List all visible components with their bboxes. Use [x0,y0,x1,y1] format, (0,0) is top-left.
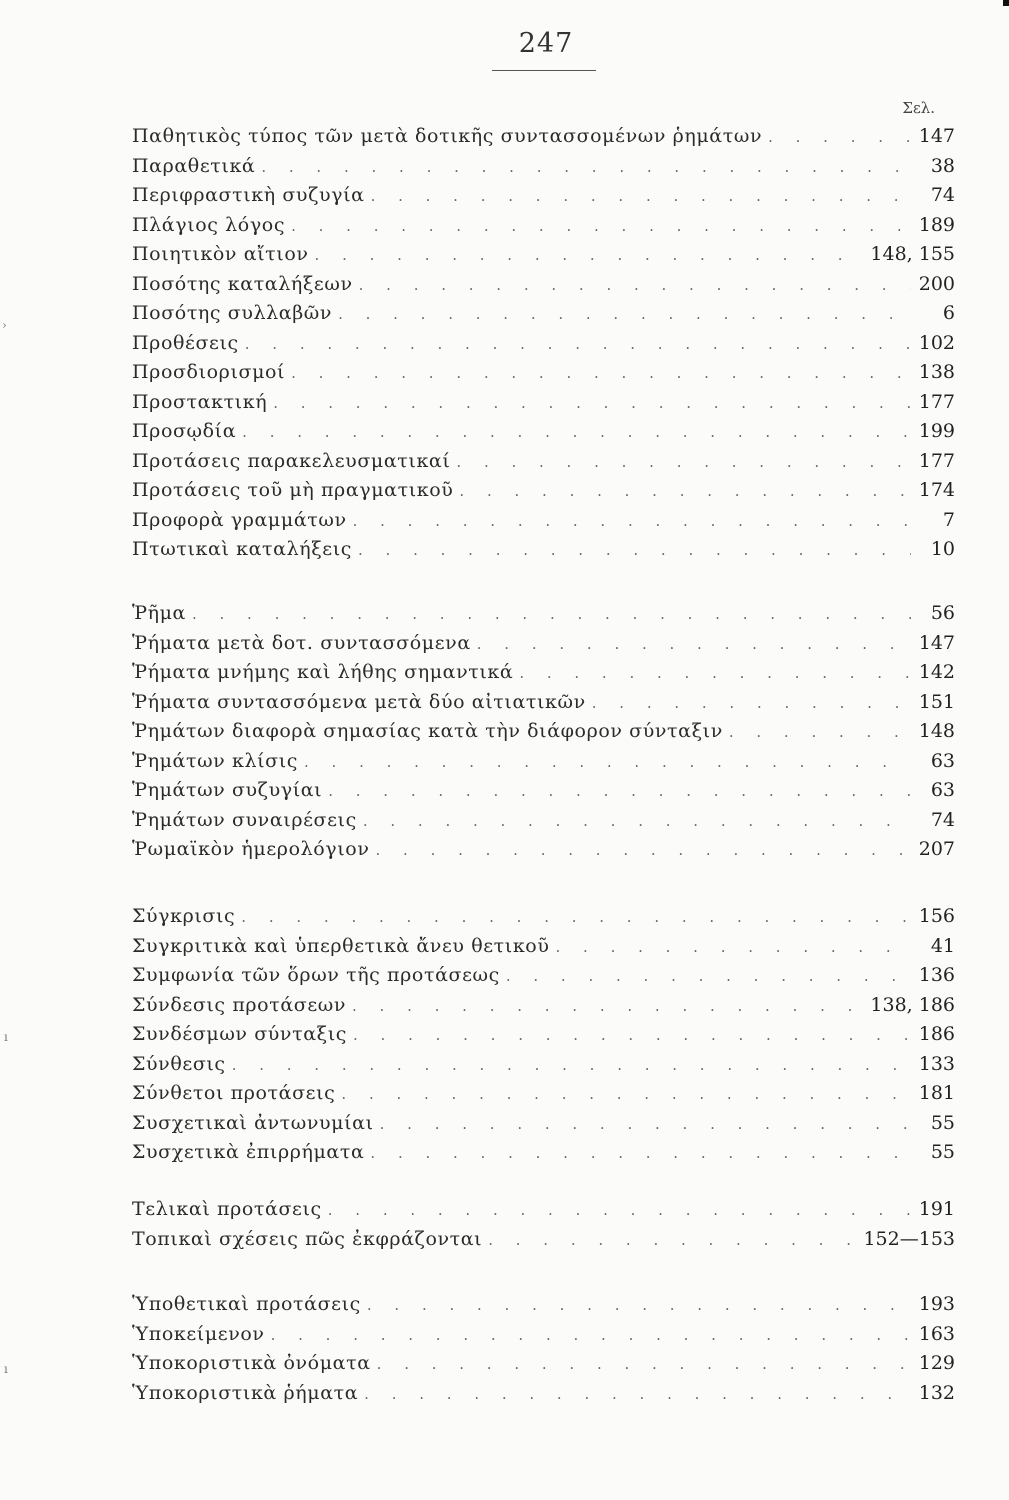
index-page-ref: 63 [930,779,955,801]
margin-mark: ı [4,1362,8,1376]
dot-leader [453,477,911,506]
index-entry [132,1050,955,1079]
dot-leader [322,777,911,806]
index-term: Ῥημάτων κλίσις [132,749,298,772]
index-term: Σύγκρισις [132,905,236,927]
index-page-ref: 189 [918,213,955,236]
dot-leader [332,300,911,329]
index-page-ref: 129 [918,1352,955,1374]
dot-leader [267,389,911,418]
index-entry [132,535,955,564]
index-entry [132,658,955,687]
index-entry [132,506,955,535]
index-page-ref: 193 [918,1293,955,1315]
index-page-ref: 147 [918,125,955,147]
dot-leader [265,1321,911,1350]
index-term: Ὑποκοριστικὰ ῥήματα [132,1381,359,1404]
index-term: Ῥήματα μνήμης καὶ λήθης σημαντικά [132,661,514,683]
index-page-ref: 147 [918,631,955,654]
index-page-ref: 136 [918,964,955,986]
index-term: Ῥημάτων συναιρέσεις [132,808,357,831]
index-term: Συσχετικὰ ἐπιρρήματα [132,1141,365,1163]
index-page-ref: 186 [918,1023,955,1045]
index-page-ref: 152—153 [863,1227,955,1250]
dot-leader [255,153,911,182]
index-entry [132,1138,955,1167]
index-page-ref: 74 [930,184,955,206]
index-term: Προτάσεις τοῦ μὴ πραγματικοῦ [132,479,454,501]
index-term: Συνδέσμων σύνταξις [132,1023,347,1045]
index-entry [132,1225,955,1254]
index-term: Συγκριτικὰ καὶ ὑπερθετικὰ ἄνευ θετικοῦ [132,934,550,957]
index-term: Πλάγιος λόγος [132,213,286,236]
dot-leader [371,1350,911,1379]
index-term: Περιφραστικὴ συζυγία [132,184,365,206]
index-page-ref: 7 [942,508,955,531]
page-column-header: Σελ. [902,99,935,117]
index-page-ref: 148 [918,720,955,742]
dot-leader [347,507,911,536]
index-page-ref: 102 [918,331,955,354]
index-page-ref: 174 [918,479,955,501]
index-term: Συμφωνία τῶν ὅρων τῆς προτάσεως [132,964,500,986]
index-entry [132,629,955,658]
index-page-ref: 55 [930,1111,955,1134]
index-page-ref: 177 [918,449,955,472]
index-page-ref: 63 [930,749,955,772]
index-entry [132,1320,955,1349]
index-page-ref: 199 [918,420,955,442]
index-term: Προσδιορισμοί [132,361,286,383]
index-term: Ὑποθετικαὶ προτάσεις [132,1293,361,1315]
index-entry [132,1379,955,1408]
index-term: Τοπικαὶ σχέσεις πῶς ἐκφράζονται [132,1227,483,1250]
dot-leader [370,836,912,865]
dot-leader [322,1196,911,1225]
index-entry [132,1349,955,1378]
dot-leader [450,448,911,477]
index-entry [132,1079,955,1108]
index-page-ref: 148, 155 [870,243,955,265]
index-entry [132,122,955,151]
index-entry [132,388,955,417]
index-entry [132,1020,955,1049]
dot-leader [298,748,911,777]
index-entry [132,902,955,931]
index-entry [132,747,955,776]
margin-mark: ı [4,1030,8,1044]
dot-leader [723,718,911,747]
index-term: Ποσότης καταλήξεων [132,272,353,295]
dot-leader [346,992,866,1021]
index-entry [132,1109,955,1138]
index-entry [132,717,955,746]
index-page-ref: 38 [930,154,955,177]
index-entry [132,417,955,446]
index-page-ref: 191 [918,1198,955,1220]
index-entry [132,599,955,628]
index-entry [132,358,955,387]
dot-leader [762,123,911,152]
index-page-ref: 207 [918,838,955,860]
index-page-ref: 181 [918,1082,955,1104]
index-entry [132,688,955,717]
index-term: Ὑποκείμενον [132,1322,265,1345]
index-entry [132,270,955,299]
dot-leader [586,689,911,718]
dot-leader [285,359,911,388]
index-term: Τελικαὶ προτάσεις [132,1198,322,1220]
index-entry [132,447,955,476]
index-term: Σύνθετοι προτάσεις [132,1082,336,1104]
index-term: Παραθετικά [132,154,256,177]
page-number: 247 [518,28,574,59]
index-term: Ῥημάτων συζυγίαι [132,779,323,801]
index-entry [132,181,955,210]
index-page-ref: 151 [918,690,955,713]
index-term: Προστακτική [132,390,268,413]
dot-leader [352,536,911,565]
dot-leader [482,1226,859,1255]
index-term: Παθητικὸς τύπος τῶν μετὰ δοτικῆς συντασσομένων ῥημάτων [132,125,763,147]
dot-leader [335,1080,911,1109]
dot-leader [513,659,911,688]
dot-leader [353,271,911,300]
dot-leader [236,418,911,447]
dot-leader [239,330,911,359]
index-entry [132,776,955,805]
index-entry [132,991,955,1020]
dot-leader [347,1021,911,1050]
index-page-ref: 163 [918,1322,955,1345]
index-entry [132,1290,955,1319]
index-page-ref: 41 [930,934,955,957]
corner-scan-mark [1003,0,1009,6]
index-page-ref: 200 [918,272,955,295]
page-number-rule [492,70,596,71]
dot-leader [364,1139,911,1168]
index-page-ref: 74 [930,808,955,831]
index-term: Προφορὰ γραμμάτων [132,508,347,531]
index-entry [132,1195,955,1224]
index-page-ref: 138 [918,361,955,383]
dot-leader [550,933,912,962]
dot-leader [186,600,911,629]
index-term: Ῥωμαϊκὸν ἡμερολόγιον [132,838,370,860]
index-term: Ποσότης συλλαβῶν [132,302,333,324]
margin-mark: › [2,318,7,332]
index-entry [132,806,955,835]
index-page-ref: 55 [930,1141,955,1163]
index-entry [132,476,955,505]
index-page-ref: 132 [918,1381,955,1404]
index-page-ref: 177 [918,390,955,413]
dot-leader [226,1051,911,1080]
index-page-ref: 156 [918,905,955,927]
dot-leader [374,1110,911,1139]
index-term: Ῥήματα μετὰ δοτ. συντασσόμενα [132,631,471,654]
dot-leader [357,807,911,836]
index-entry [132,835,955,864]
dot-leader [471,630,911,659]
index-entry [132,211,955,240]
index-term: Ῥήματα συντασσόμενα μετὰ δύο αἰτιατικῶν [132,690,586,713]
dot-leader [235,903,911,932]
index-term: Ποιητικὸν αἴτιον [132,243,309,265]
index-entry [132,299,955,328]
index-page-ref: 56 [930,602,955,624]
index-page-ref: 6 [942,302,955,324]
index-term: Συσχετικαὶ ἀντωνυμίαι [132,1111,374,1134]
index-entry [132,961,955,990]
index-term: Πτωτικαὶ καταλήξεις [132,538,353,560]
dot-leader [365,182,911,211]
index-page-ref: 10 [930,538,955,560]
index-term: Προθέσεις [132,331,239,354]
index-entry [132,932,955,961]
index-entry [132,329,955,358]
dot-leader [358,1380,911,1409]
index-term: Σύνδεσις προτάσεων [132,993,347,1016]
dot-leader [309,241,867,270]
index-page-ref: 142 [918,661,955,683]
index-term: Σύνθεσις [132,1052,226,1075]
index-term: Ῥῆμα [132,602,186,624]
dot-leader [285,212,911,241]
index-page-ref: 133 [918,1052,955,1075]
index-term: Ὑποκοριστικὰ ὀνόματα [132,1352,371,1374]
dot-leader [361,1291,911,1320]
index-term: Προτάσεις παρακελευσματικαί [132,449,451,472]
dot-leader [500,962,911,991]
index-entry [132,240,955,269]
index-entry [132,152,955,181]
index-term: Ῥημάτων διαφορὰ σημασίας κατὰ τὴν διάφορον σύνταξιν [132,720,723,742]
index-term: Προσῳδία [132,420,237,442]
index-page-ref: 138, 186 [870,993,955,1016]
